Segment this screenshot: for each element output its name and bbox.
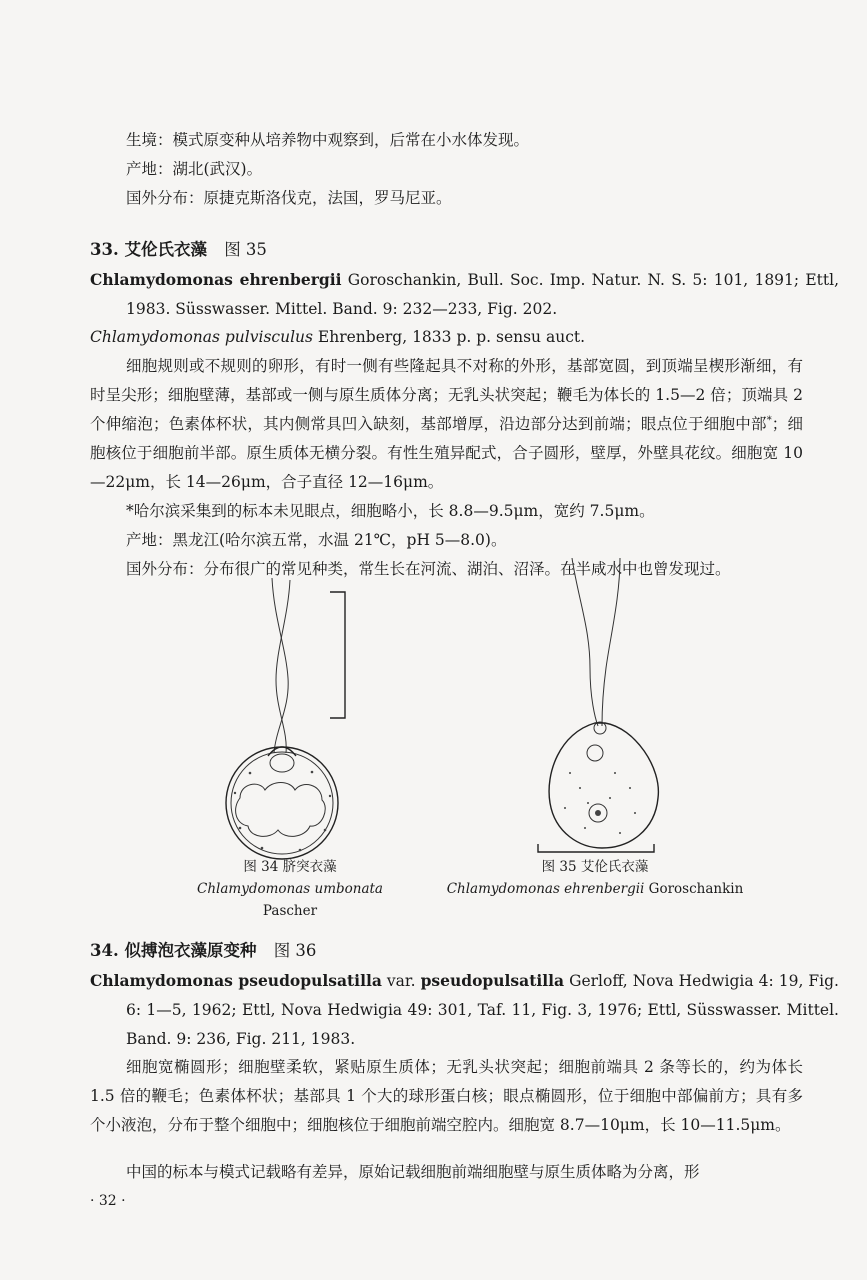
species-33-heading <box>90 235 803 264</box>
species-34-figure-ref: 图 36 <box>273 941 317 960</box>
species-34-title: 34. 似搏泡衣藻原变种 <box>90 941 257 960</box>
page-number: · 32 · <box>90 1193 126 1209</box>
figure-35-species <box>445 878 745 900</box>
species-34-name-b: pseudopulsatilla <box>420 971 565 990</box>
species-33-title: 33. 艾伦氏衣藻 <box>90 240 207 259</box>
species-33-foreign: 国外分布：分布很广的常见种类，常生长在河流、湖泊、沼泽。在半咸水中也曾发现过。 <box>126 560 731 578</box>
species-33-locality: 产地：黑龙江(哈尔滨五常，水温 21℃，pH 5—8.0)。 <box>126 531 507 549</box>
species-33-description <box>90 352 803 497</box>
habitat-line: 生境：模式原变种从培养物中观察到，后常在小水体发现。 <box>126 131 530 149</box>
species-34-citation-text: Gerloff, Nova Hedwigia 4: 19, Fig. 6: 1—5, 1962; Ettl, Nova Hedwigia 49: 301, Taf. 11, Fig. 3, 1976; Ettl, Süsswasser. Mittel. Band. 9: 236, Fig. 211, 1983. <box>126 972 839 1048</box>
species-33-synonym-cite: Ehrenberg, 1833 p. p. sensu auct. <box>317 328 586 346</box>
figure-area <box>90 558 803 919</box>
figure-35-sci-name: Chlamydomonas ehrenbergii <box>446 881 645 897</box>
foreign-distribution-line: 国外分布：原捷克斯洛伐克，法国，罗马尼亚。 <box>126 189 452 207</box>
figure-34-caption <box>190 856 390 922</box>
figure-34-species <box>190 878 390 922</box>
species-33-name: Chlamydomonas ehrenbergii <box>90 270 342 289</box>
species-33-desc-part-b: ；细胞核位于细胞前半部。原生质体无横分裂。有性生殖异配式，合子圆形，壁厚，外壁具花纹。细胞宽 10—22μm，长 14—26μm，合子直径 12—16μm。 <box>90 415 803 491</box>
figure-35-drawing <box>538 558 658 852</box>
species-34-comment: 中国的标本与模式记载略有差异，原始记载细胞前端细胞壁与原生质体略为分离，形 <box>126 1163 700 1181</box>
species-34-var: var. <box>386 972 416 990</box>
figure-34-author: Pascher <box>262 903 318 919</box>
figure-35-author: Goroschankin <box>648 881 744 897</box>
species-33-synonym <box>90 323 803 352</box>
figure-35-caption <box>445 856 745 900</box>
species-33-citation-text: Goroschankin, Bull. Soc. Imp. Natur. N. S. 5: 101, 1891; Ettl, 1983. Süsswasser. Mittel. Band. 9: 232—233, Fig. 202. <box>126 271 840 318</box>
locality-line: 产地：湖北(武汉)。 <box>126 160 263 178</box>
footnote-mark: * <box>766 414 772 426</box>
species-34-name-a: Chlamydomonas pseudopulsatilla <box>90 971 382 990</box>
figure-35-label: 图 35 艾伦氏衣藻 <box>541 859 649 875</box>
figure-34-label: 图 34 脐突衣藻 <box>243 859 337 875</box>
species-33-citation <box>90 265 839 324</box>
species-33-note: *哈尔滨采集到的标本未见眼点，细胞略小，长 8.8—9.5μm，宽约 7.5μm。 <box>126 502 655 520</box>
species-33-desc-part-a: 细胞规则或不规则的卵形，有时一侧有些隆起具不对称的外形，基部宽圆，到顶端呈楔形渐细，有时呈尖形；细胞壁薄，基部或一侧与原生质体分离；无乳头状突起；鞭毛为体长的 1.5—2 倍；顶端具 2 个伸缩泡；色素体杯状，其内侧常具凹入缺刻，基部增厚，沿边部分达到前端；眼点位于细胞中部 <box>90 357 803 433</box>
species-34-description: 细胞宽椭圆形；细胞壁柔软，紧贴原生质体；无乳头状突起；细胞前端具 2 条等长的，约为体长 1.5 倍的鞭毛；色素体杯状；基部具 1 个大的球形蛋白核；眼点椭圆形，位于细胞中部偏前方；具有多个小液泡，分布于整个细胞中；细胞核位于细胞前端空腔内。细胞宽 8.7—10μm，长 10—11.5μm。 <box>90 1058 803 1134</box>
species-33-synonym-name: Chlamydomonas pulvisculus <box>90 328 313 346</box>
species-33-figure-ref: 图 35 <box>224 240 267 259</box>
species-34-heading <box>90 936 803 965</box>
figure-34-sci-name: Chlamydomonas umbonata <box>197 881 383 897</box>
figure-34-drawing <box>226 578 345 859</box>
species-34-citation <box>90 966 839 1054</box>
